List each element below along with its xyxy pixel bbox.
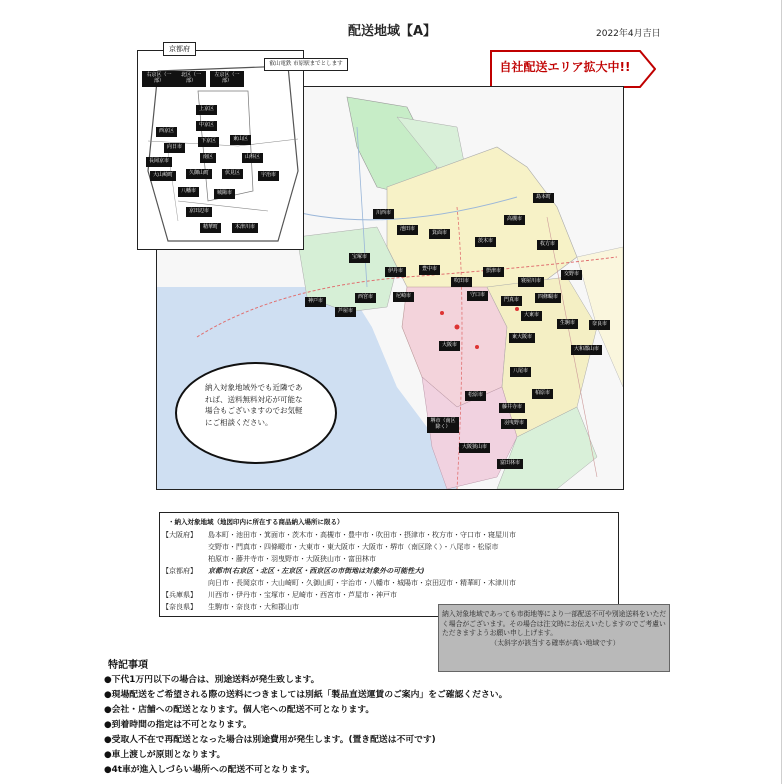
- issue-date: 2022年4月吉日: [596, 29, 661, 39]
- area-line: 京都市(右京区・北区・左京区・西京区の市街地は対象外の可能性大): [208, 567, 425, 575]
- map-label: 摂津市: [483, 267, 504, 277]
- map-label: 大和郡山市: [571, 345, 602, 355]
- banner-text: 自社配送エリア拡大中!!: [499, 60, 631, 74]
- special-note-item: ●到着時間の指定は不可となります。: [104, 720, 252, 730]
- map-label: 藤井寺市: [499, 403, 525, 413]
- special-note-item: ●現場配送をご希望される際の送料につきましては別紙「製品直送運賃のご案内」をご確認ください。: [104, 690, 508, 700]
- map-label: 寝屋川市: [518, 277, 544, 287]
- kyoto-inset-map: [137, 50, 304, 250]
- area-pref-osaka: 【大阪府】: [162, 531, 197, 539]
- map-label: 高槻市: [504, 215, 525, 225]
- inset-title: 京都府: [163, 42, 196, 56]
- inset-label: 大山崎町: [150, 171, 176, 181]
- inset-label: 向日市: [164, 143, 185, 153]
- map-label: 八尾市: [510, 367, 531, 377]
- map-label: 生駒市: [557, 319, 578, 329]
- area-pref-nara: 【奈良県】: [162, 603, 197, 611]
- page-title: 配送地域【A】: [347, 24, 437, 39]
- inset-label: 西京区: [156, 127, 177, 137]
- inset-label: 左京区（一部）: [210, 71, 244, 87]
- map-label: 神戸市: [305, 297, 326, 307]
- inset-label: 城陽市: [214, 189, 235, 199]
- inset-label: 精華町: [200, 223, 221, 233]
- inset-label: 北区（一部）: [176, 71, 206, 87]
- inset-label: 中京区: [196, 121, 217, 131]
- map-label: 芦屋市: [335, 307, 356, 317]
- map-label: 守口市: [467, 291, 488, 301]
- map-label: 茨木市: [475, 237, 496, 247]
- map-label: 富田林市: [497, 459, 523, 469]
- map-label: 宝塚市: [349, 253, 370, 263]
- inset-label: 南区: [200, 153, 216, 163]
- special-note-item: ●受取人不在で再配送となった場合は別途費用が発生します。(置き配送は不可です): [104, 735, 436, 745]
- map-label: 堺市（南区除く）: [427, 417, 459, 433]
- area-line: 向日市・長岡京市・大山崎町・久御山町・宇治市・八幡市・城陽市・京田辺市・精華町・木津川市: [208, 579, 516, 587]
- page-right-border: [781, 0, 782, 784]
- gray-note-footnote: （太斜字が該当する確率が高い地域です）: [490, 638, 620, 647]
- inset-label: 宇治市: [258, 171, 279, 181]
- map-label: 四條畷市: [535, 293, 561, 303]
- map-label: 門真市: [501, 296, 522, 306]
- special-note-item: ●下代1万円以下の場合は、別途送料が発生致します。: [104, 675, 320, 685]
- map-label: 川西市: [373, 209, 394, 219]
- area-line: 川西市・伊丹市・宝塚市・尼崎市・西宮市・芦屋市・神戸市: [208, 591, 397, 599]
- area-line: 生駒市・奈良市・大和郡山市: [208, 603, 299, 611]
- inset-callout: 叡山電鉄 市原駅までとします: [264, 58, 348, 71]
- special-note-item: ●車上渡しが原則となります。: [104, 750, 226, 760]
- delivery-area-heading: ・納入対象地域（地図印内に所在する商品納入場所に限る）: [168, 518, 344, 526]
- inset-label: 久御山町: [186, 169, 212, 179]
- inset-label: 東山区: [230, 135, 251, 145]
- special-note-item: ●4t車が進入しづらい場所への配送不可となります。: [104, 765, 315, 775]
- map-label: 西宮市: [355, 293, 376, 303]
- area-line: 交野市・門真市・四條畷市・大東市・東大阪市・大阪市・堺市（南区除く）・八尾市・松原市: [208, 543, 499, 551]
- map-label: 吹田市: [451, 277, 472, 287]
- map-label: 大阪狭山市: [459, 443, 490, 453]
- map-label: 島本町: [533, 193, 554, 203]
- inset-label: 右京区（一部）: [142, 71, 176, 87]
- gray-note-body: 納入対象地域であっても市街地等により一部配送不可や別途送料をいただく場合がございます。その場合は注文時にお伝えいたしますのでご考慮いただきますようお願い申し上げます。: [442, 610, 667, 638]
- inset-label: 上京区: [196, 105, 217, 115]
- map-label: 奈良市: [589, 320, 610, 330]
- map-label: 松原市: [465, 391, 486, 401]
- inset-label: 木津川市: [232, 223, 258, 233]
- consultation-bubble-text: 納入対象地域外でも近隣であれば、送料無料対応が可能な場合もございますのでお気軽にご相談ください。: [205, 383, 303, 427]
- map-label: 羽曳野市: [501, 419, 527, 429]
- area-line: 島本町・池田市・箕面市・茨木市・高槻市・豊中市・吹田市・摂津市・枚方市・守口市・寝屋川市: [208, 531, 516, 539]
- gray-note-text: [442, 610, 668, 648]
- inset-label: 下京区: [198, 137, 219, 147]
- map-label: 枚方市: [537, 240, 558, 250]
- map-label: 東大阪市: [509, 333, 535, 343]
- area-pref-hyogo: 【兵庫県】: [162, 591, 197, 599]
- inset-label: 山科区: [242, 153, 263, 163]
- map-label: 伊丹市: [385, 267, 406, 277]
- map-label: 大阪市: [439, 341, 460, 351]
- map-label: 池田市: [397, 225, 418, 235]
- map-label: 柏原市: [532, 389, 553, 399]
- special-notes-title: 特記事項: [108, 660, 148, 671]
- special-note-item: ●会社・店舗への配送となります。個人宅への配送不可となります。: [104, 705, 375, 715]
- map-label: 交野市: [561, 270, 582, 280]
- map-label: 豊中市: [419, 265, 440, 275]
- map-label: 尼崎市: [393, 292, 414, 302]
- inset-label: 長岡京市: [146, 157, 172, 167]
- map-label: 箕面市: [429, 229, 450, 239]
- inset-label: 京田辺市: [186, 207, 212, 217]
- inset-label: 伏見区: [222, 169, 243, 179]
- area-pref-kyoto: 【京都府】: [162, 567, 197, 575]
- area-line: 柏原市・藤井寺市・羽曳野市・大阪狭山市・富田林市: [208, 555, 376, 563]
- inset-label: 八幡市: [178, 187, 199, 197]
- map-label: 大東市: [521, 311, 542, 321]
